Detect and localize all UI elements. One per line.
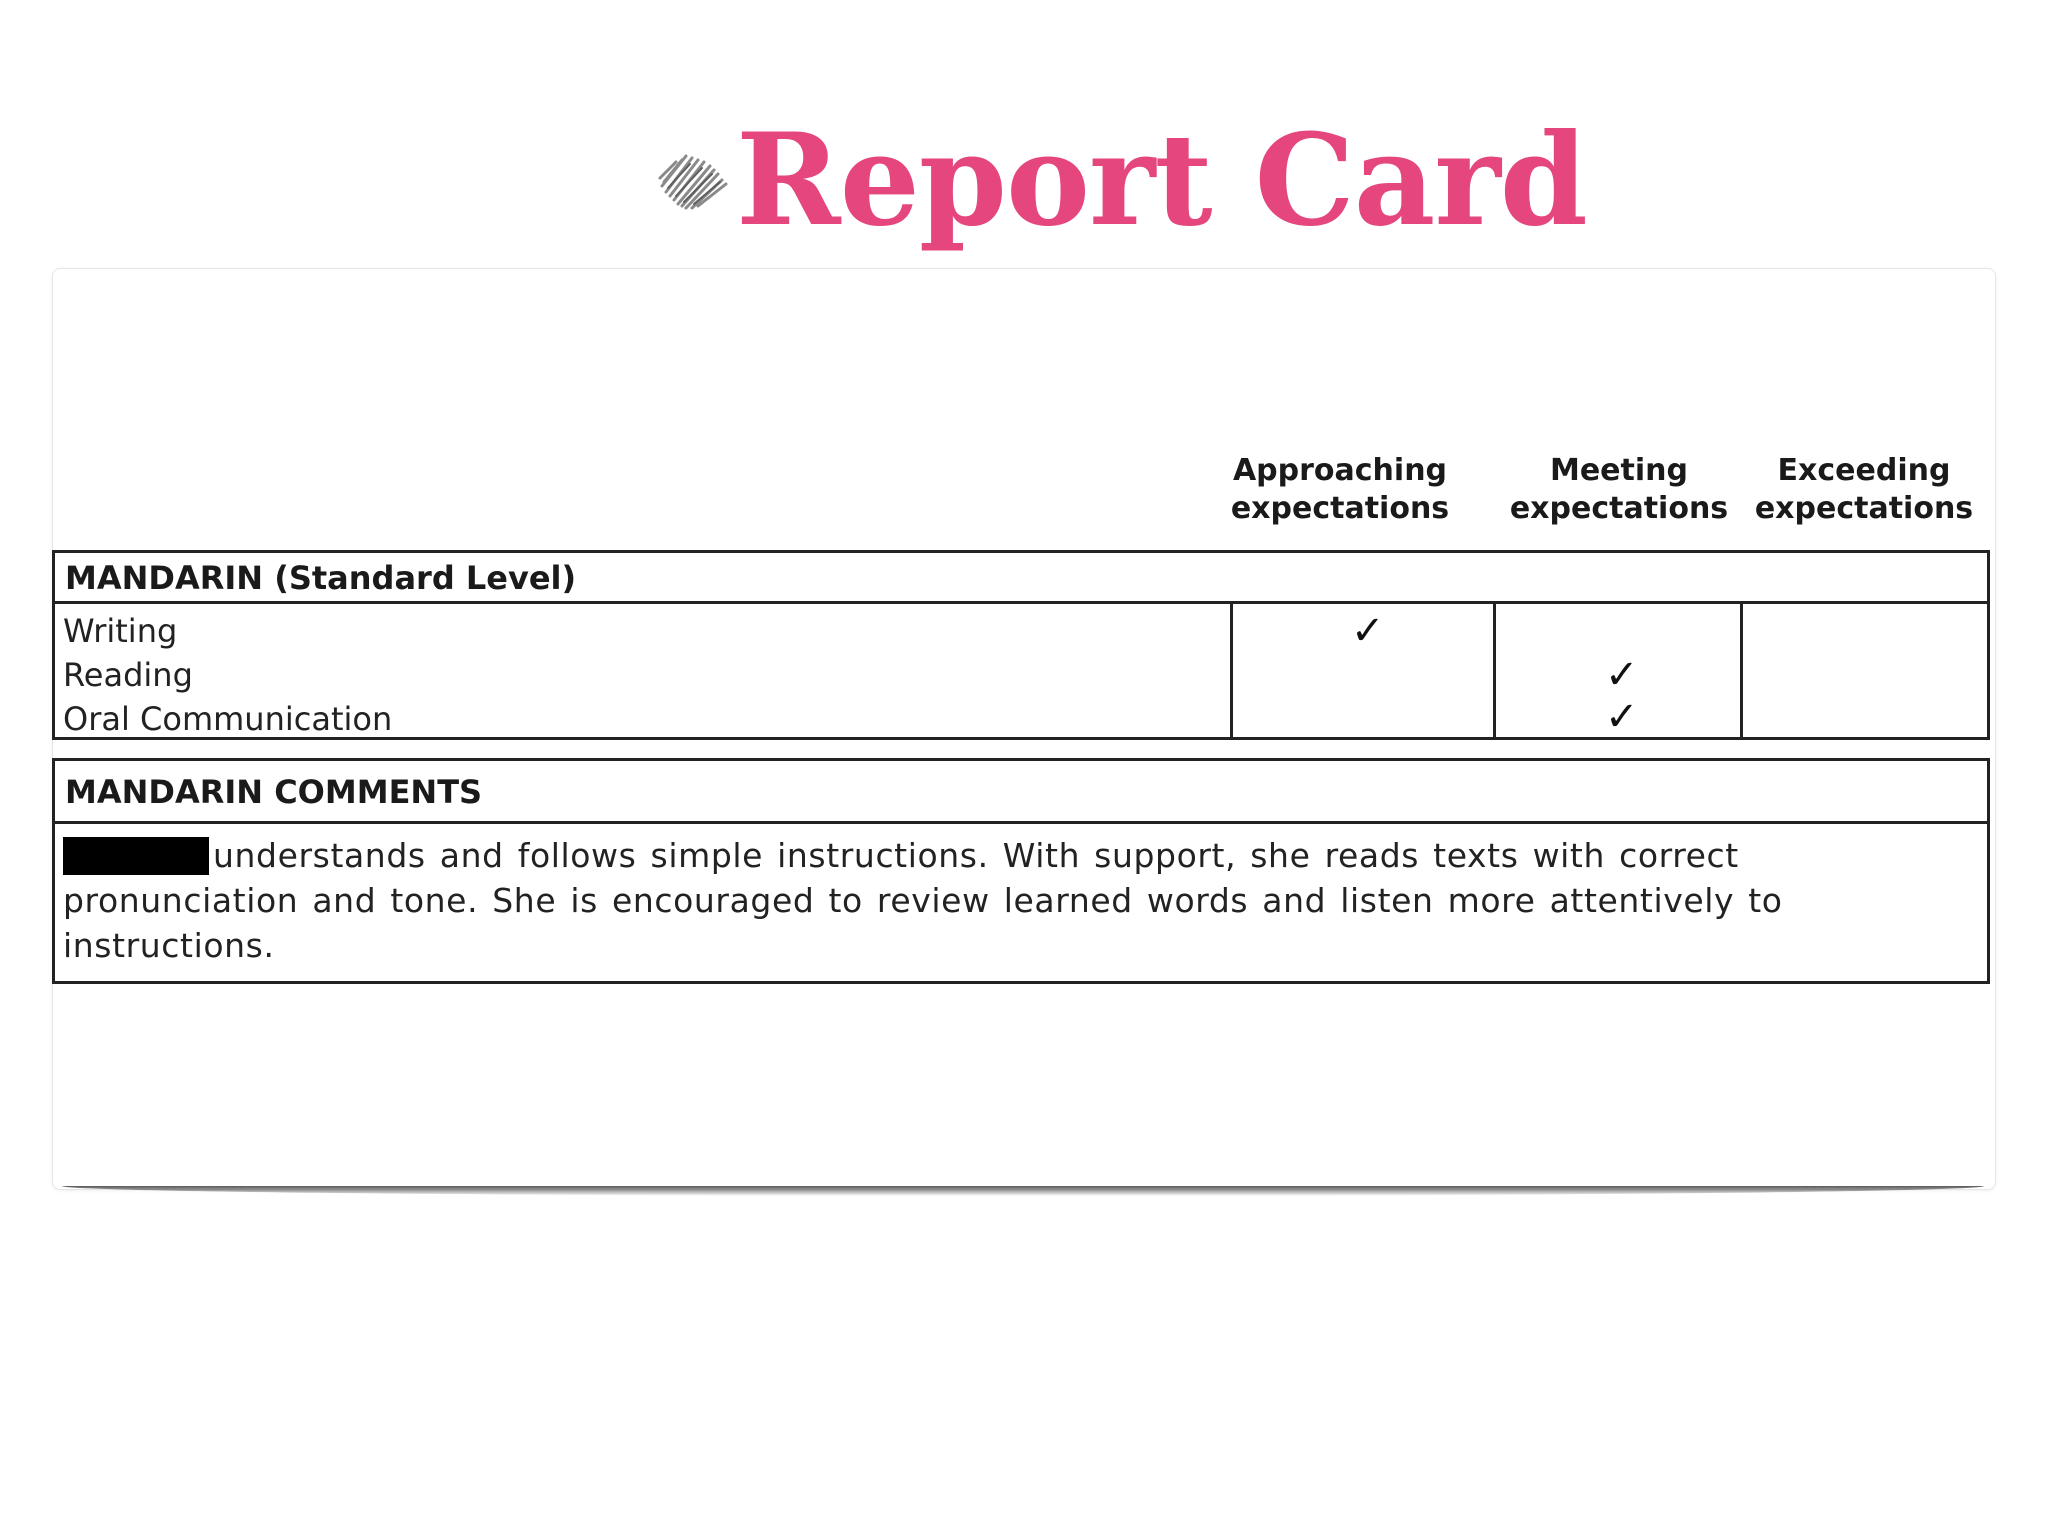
column-header-meeting [1494,452,1744,528]
column-header-line: expectations [1754,491,1974,526]
column-header-approaching [1220,452,1460,528]
column-header-line: expectations [1509,491,1729,526]
skill-reading: Reading [63,656,193,694]
redacted-name [63,837,209,875]
comment-line: instructions. [63,926,275,965]
subject-title: MANDARIN (Standard Level) [55,553,1987,604]
column-header-line: Meeting [1549,453,1688,488]
comments-box [52,758,1990,984]
column-header-line: Exceeding [1777,453,1951,488]
check-mark-icon: ✓ [1605,694,1639,740]
column-divider [1740,604,1743,740]
card-shadow [62,1186,1984,1196]
comment-line [63,833,1973,878]
subject-table [52,550,1990,740]
column-header-line: expectations [1230,491,1450,526]
comment-line: pronunciation and tone. She is encouraged to review learned words and listen more attentively to [63,881,1783,920]
slide-title-area [0,100,2048,260]
scribble-diamond-icon [652,138,738,224]
skill-writing: Writing [63,612,178,650]
comments-body [63,833,1973,968]
column-divider [1493,604,1496,740]
check-mark-icon: ✓ [1605,652,1639,698]
column-divider [1230,604,1233,740]
comment-text: understands and follows simple instructions. With support, she reads texts with correct [213,836,1739,875]
check-mark-icon: ✓ [1351,608,1385,654]
column-header-line: Approaching [1232,453,1448,488]
column-header-exceeding [1744,452,1984,528]
page-title: Report Card [736,106,1587,254]
skills-list [63,609,392,741]
skill-oral-communication: Oral Communication [63,700,393,738]
comments-title: MANDARIN COMMENTS [55,761,1987,824]
